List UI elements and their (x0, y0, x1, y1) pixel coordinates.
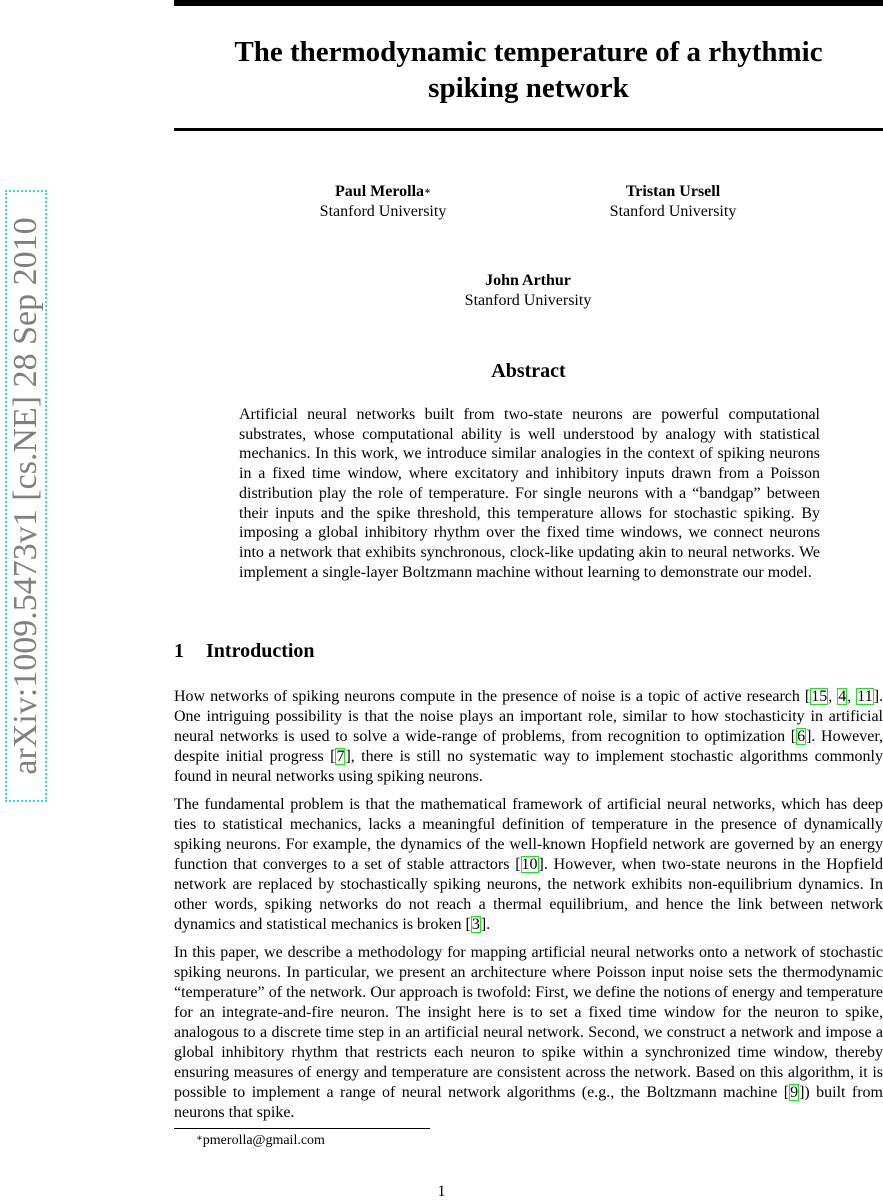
footnote-mark[interactable]: ∗ (424, 186, 431, 197)
section-title: Introduction (206, 640, 315, 662)
paragraph (174, 795, 883, 935)
paragraph-text: ]. (480, 916, 491, 933)
citation-link[interactable]: 11 (857, 688, 873, 705)
citation-link[interactable]: 4 (838, 688, 847, 705)
arxiv-stamp-text: arXiv:1009.5473v1 [cs.NE] 28 Sep 2010 (7, 217, 44, 775)
author-affiliation: Stanford University (609, 203, 737, 220)
paragraph-text: ]. However, when two-state neurons in the Hopfield network are replaced by stochastically spiking neurons, the network exhibits non-equilibrium dynamics. In other words, spiking networks do not reach a thermal equilibrium, and hence the link between network dynamics and statistical mechanics is broken [ (174, 856, 883, 933)
paragraph-text: In this paper, we describe a methodology for mapping artificial neural networks onto a network of stochastic spiking neurons. In particular, we present an architecture where Poisson input noise sets the thermodynamic “temperature” of the network. Our approach is twofold: First, we define the notions of energy and temperature for an integrate-and-fire neuron. The insight here is to set a fixed time window for the neuron to spike, analogous to a discrete time step in an artificial neural network. Second, we construct a network and impose a global inhibitory rhythm that restricts each neuron to spike within a synchronized time window, thereby ensuring measures of energy and temperature are consistent across the network. Based on this algorithm, it is possible to implement a range of neural network algorithms (e.g., the Boltzmann machine [ (174, 944, 883, 1101)
top-rule (174, 0, 883, 6)
paragraph-text: , (828, 688, 838, 705)
body-text (174, 687, 883, 1131)
author-affiliation: Stanford University (319, 203, 447, 220)
footnote-mark: ∗ (196, 1133, 203, 1144)
section-number: 1 (174, 640, 184, 662)
paragraph (174, 687, 883, 787)
abstract-heading: Abstract (491, 360, 566, 382)
arxiv-stamp (5, 190, 47, 802)
paragraph-text: How networks of spiking neurons compute in the presence of noise is a topic of active research [ (174, 688, 811, 705)
paragraph (174, 943, 883, 1123)
paragraph-text: ]. One intriguing possibility is that the noise plays an important role, similar to how stochasticity in artificial neural networks is used to solve a wide-range of problems, from recognition to optimization [ (174, 688, 883, 745)
citation-link[interactable]: 15 (811, 688, 828, 705)
citation-link[interactable]: 6 (797, 728, 806, 745)
citation-link[interactable]: 3 (471, 916, 480, 933)
footnote-email: pmerolla@gmail.com (202, 1133, 325, 1148)
citation-link[interactable]: 10 (521, 856, 538, 873)
author-name: Tristan Ursell (625, 183, 721, 200)
author-name: Paul Merolla (335, 183, 425, 200)
section-heading (174, 640, 315, 663)
author-block (573, 182, 773, 222)
paragraph-text: The fundamental problem is that the mathematical framework of artificial neural networks, which has deep ties to statistical mechanics, lacks a meaningful definition of temperature in the presence of dynamically spiking neurons. For example, the dynamics of the well-known Hopfield network are governed by an energy function that converges to a set of stable attractors [ (174, 796, 883, 873)
paragraph-text: ]. However, despite initial progress [ (174, 728, 883, 765)
citation-link[interactable]: 7 (336, 748, 345, 765)
abstract-text: Artificial neural networks built from two-state neurons are powerful computational substrates, whose computational ability is well understood by analogy with statistical mechanics. In this work, we introduce similar analogies in the context of spiking neurons in a fixed time window, where excitatory and inhibitory inputs drawn from a Poisson distribution play the role of temperature. For single neurons with a “bandgap” between their inputs and the spike threshold, this temperature allows for stochastic spiking. By imposing a global inhibitory rhythm over the fixed time windows, we connect neurons into a network that exhibits synchronous, clock-like updating akin to neural networks. We implement a single-layer Boltzmann machine without learning to demonstrate our model. (239, 406, 820, 581)
title-rule (174, 128, 883, 131)
page-number: 1 (437, 1183, 446, 1200)
paper-title (174, 34, 883, 106)
footnote (196, 1133, 325, 1149)
title-line: The thermodynamic temperature of a rhythmic (234, 36, 823, 68)
paragraph-text: ]) built from neurons that spike. (174, 1084, 883, 1121)
author-block (283, 182, 483, 222)
author-affiliation: Stanford University (464, 292, 592, 309)
title-line: spiking network (428, 72, 629, 104)
citation-link[interactable]: 9 (790, 1084, 799, 1101)
paragraph-text: , (847, 688, 857, 705)
paragraph-text: ], there is still no systematic way to implement stochastic algorithms commonly found in neural networks using spiking neurons. (174, 748, 883, 785)
author-name: John Arthur (485, 272, 571, 289)
footnote-rule (174, 1128, 430, 1129)
author-block (428, 271, 628, 311)
